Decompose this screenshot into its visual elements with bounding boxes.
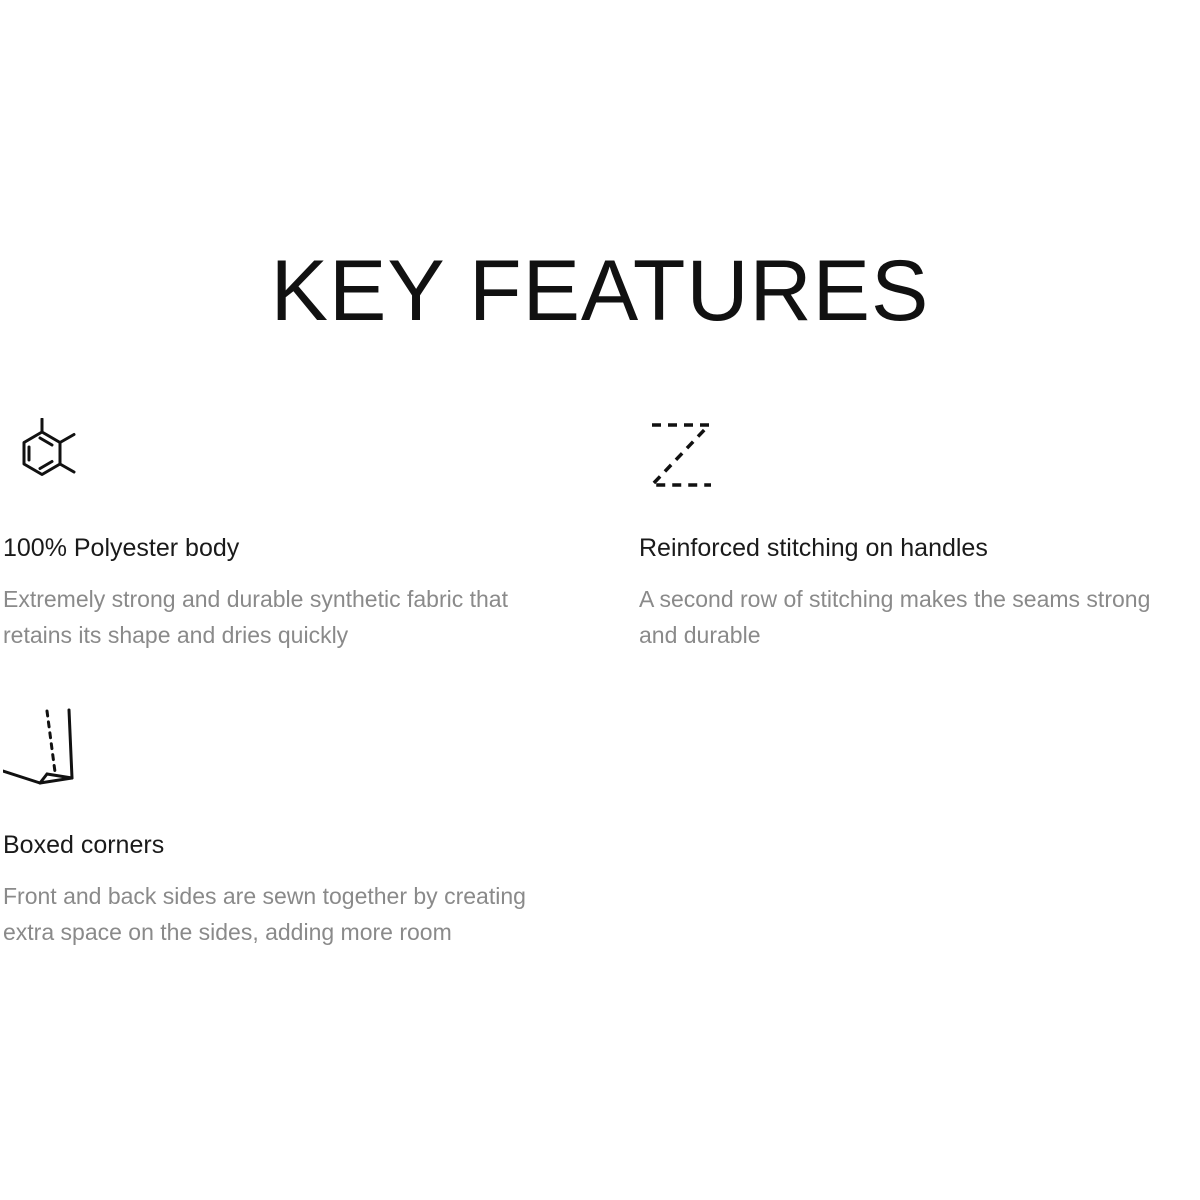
feature-description: Extremely strong and durable synthetic fabric that retains its shape and dries quickly: [3, 586, 508, 648]
feature-title: 100% Polyester body: [3, 534, 240, 562]
feature-stitching: [639, 418, 1200, 658]
page-title: KEY FEATURES: [270, 243, 930, 339]
molecule-icon: [3, 418, 83, 503]
feature-description: Front and back sides are sewn together by creating extra space on the sides, adding more room: [3, 883, 526, 945]
feature-boxed-corners: [3, 706, 593, 956]
zigzag-stitch-icon: [639, 418, 719, 503]
feature-description: A second row of stitching makes the seams strong and durable: [639, 586, 1151, 648]
boxed-corner-icon: [3, 706, 83, 791]
feature-title: Reinforced stitching on handles: [639, 534, 988, 562]
feature-polyester: [3, 418, 593, 658]
feature-title: Boxed corners: [3, 831, 165, 859]
